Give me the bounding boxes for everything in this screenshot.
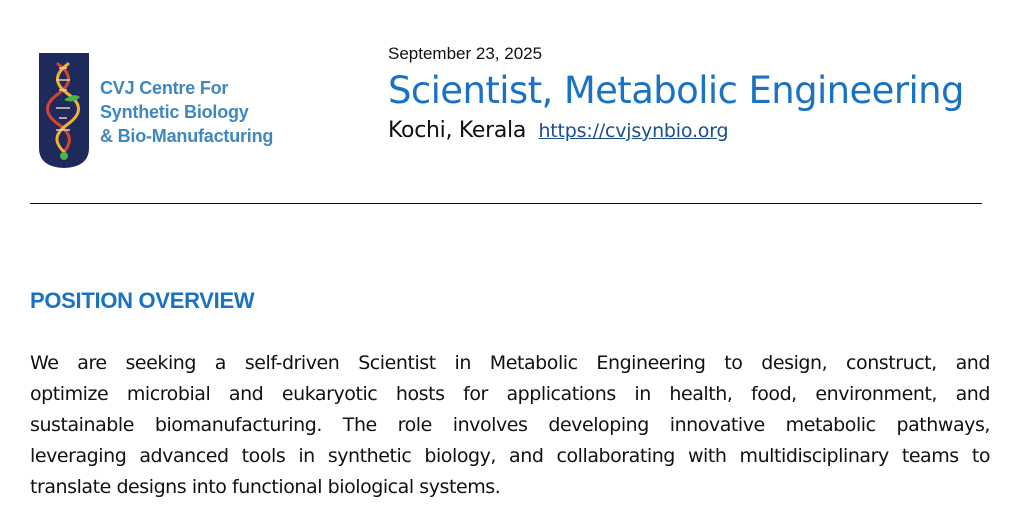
logo-line-1: CVJ Centre For	[100, 78, 229, 98]
location-row	[388, 118, 1008, 143]
logo-wordmark	[100, 76, 300, 148]
job-title: Scientist, Metabolic Engineering	[388, 69, 964, 112]
document-header	[388, 44, 1008, 143]
paragraph-line: sustainable biomanufacturing. The role involves developing innovative metabolic pathways,	[30, 414, 990, 436]
dna-helix-shield-icon	[36, 50, 92, 170]
paragraph-line: We are seeking a self-driven Scientist in Metabolic Engineering to design, construct, and	[30, 352, 990, 374]
logo-line-3: & Bio-Manufacturing	[100, 126, 274, 146]
logo-line-2: Synthetic Biology	[100, 102, 249, 122]
section-heading-position-overview: POSITION OVERVIEW	[30, 288, 255, 313]
paragraph-line: translate designs into functional biological systems.	[30, 476, 501, 498]
organization-logo	[36, 50, 296, 174]
job-location: Kochi, Kerala	[388, 118, 527, 143]
posting-date: September 23, 2025	[388, 44, 543, 63]
position-overview-paragraph	[30, 348, 990, 503]
website-link[interactable]: https://cvjsynbio.org	[538, 120, 729, 142]
paragraph-line: optimize microbial and eukaryotic hosts for applications in health, food, environment, and	[30, 383, 990, 405]
paragraph-line: leveraging advanced tools in synthetic biology, and collaborating with multidisciplinary teams to	[30, 445, 990, 467]
header-divider	[30, 203, 982, 204]
